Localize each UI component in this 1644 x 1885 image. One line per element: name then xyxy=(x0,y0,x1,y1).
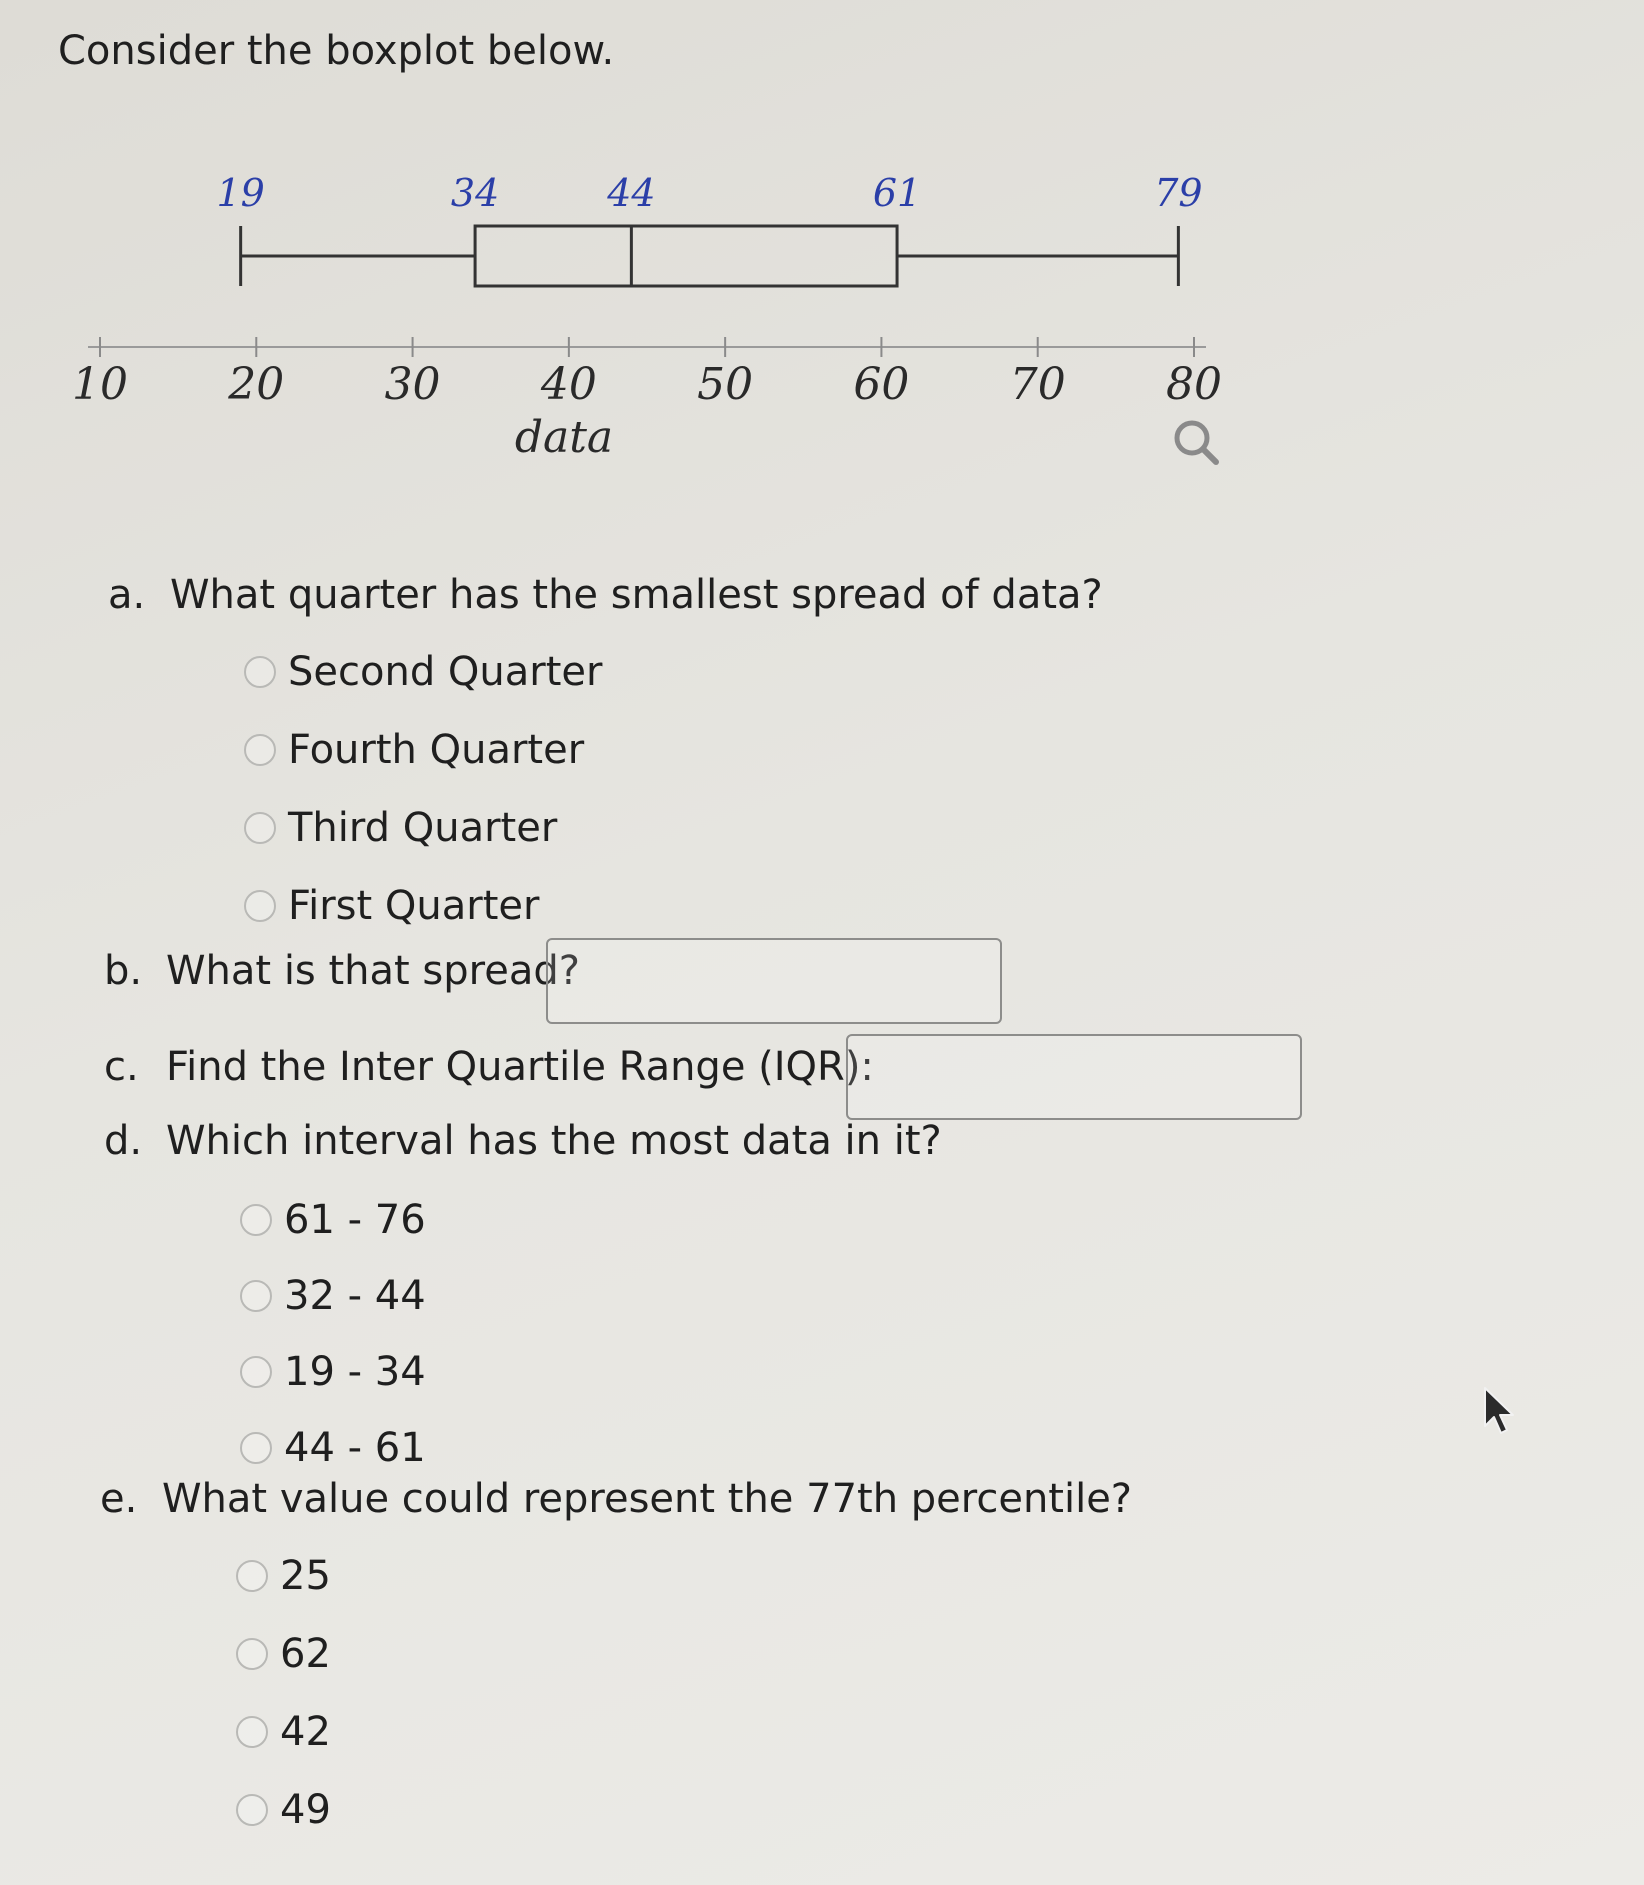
x-tick-label: 40 xyxy=(540,359,597,410)
option-e-1[interactable] xyxy=(236,1626,331,1682)
option-a-3[interactable] xyxy=(244,878,602,934)
radio-button[interactable] xyxy=(240,1204,272,1236)
question-a-text: What quarter has the smallest spread of data? xyxy=(170,572,1103,618)
radio-button[interactable] xyxy=(236,1716,268,1748)
spread-answer-input[interactable] xyxy=(546,938,1002,1024)
question-a-letter: a. xyxy=(108,572,146,618)
option-d-0[interactable] xyxy=(240,1192,426,1248)
option-d-3[interactable] xyxy=(240,1420,426,1476)
radio-button[interactable] xyxy=(244,812,276,844)
option-label: Third Quarter xyxy=(288,805,558,851)
question-a xyxy=(108,572,1103,618)
option-a-0[interactable] xyxy=(244,644,602,700)
option-d-1[interactable] xyxy=(240,1268,426,1324)
option-e-0[interactable] xyxy=(236,1548,331,1604)
x-tick-label: 30 xyxy=(384,359,441,410)
radio-button[interactable] xyxy=(236,1794,268,1826)
median-label: 44 xyxy=(607,171,656,215)
question-e-options xyxy=(236,1548,331,1838)
x-tick-label: 70 xyxy=(1009,359,1066,410)
question-b xyxy=(104,948,580,994)
radio-button[interactable] xyxy=(244,734,276,766)
radio-button[interactable] xyxy=(240,1432,272,1464)
option-e-3[interactable] xyxy=(236,1782,331,1838)
radio-button[interactable] xyxy=(244,890,276,922)
option-label: 61 - 76 xyxy=(284,1197,426,1243)
radio-button[interactable] xyxy=(244,656,276,688)
iqr-answer-input[interactable] xyxy=(846,1034,1302,1120)
min-label: 19 xyxy=(216,171,265,215)
option-label: 25 xyxy=(280,1553,331,1599)
option-label: 49 xyxy=(280,1787,331,1833)
x-axis-label: data xyxy=(514,412,614,463)
value-labels xyxy=(216,171,1202,215)
question-e xyxy=(100,1476,1132,1522)
option-label: Second Quarter xyxy=(288,649,603,695)
x-tick-label: 60 xyxy=(853,359,910,410)
intro-text: Consider the boxplot below. xyxy=(58,28,615,74)
question-c-text: Find the Inter Quartile Range (IQR): xyxy=(166,1044,874,1090)
option-a-2[interactable] xyxy=(244,800,602,856)
x-tick-label: 20 xyxy=(228,359,285,410)
x-tick-label: 80 xyxy=(1166,359,1222,410)
option-e-2[interactable] xyxy=(236,1704,331,1760)
question-d-options xyxy=(240,1192,426,1476)
option-label: 19 - 34 xyxy=(284,1349,426,1395)
question-d xyxy=(104,1118,942,1164)
question-b-text: What is that spread? xyxy=(166,948,580,994)
x-tick-label: 10 xyxy=(72,359,128,410)
box-plot-body xyxy=(241,226,1179,286)
magnifier-icon[interactable] xyxy=(1177,423,1216,462)
question-a-options xyxy=(244,644,602,934)
radio-button[interactable] xyxy=(236,1560,268,1592)
question-e-text: What value could represent the 77th percentile? xyxy=(162,1476,1133,1522)
radio-button[interactable] xyxy=(236,1638,268,1670)
question-b-letter: b. xyxy=(104,948,143,994)
option-a-1[interactable] xyxy=(244,722,602,778)
option-label: Fourth Quarter xyxy=(288,727,585,773)
q1-label: 34 xyxy=(450,171,500,215)
q3-label: 61 xyxy=(872,171,922,215)
iqr-box xyxy=(475,226,897,286)
question-c xyxy=(104,1044,874,1090)
mouse-pointer-icon xyxy=(1482,1386,1518,1438)
x-tick-label: 50 xyxy=(697,359,754,410)
question-c-letter: c. xyxy=(104,1044,139,1090)
option-label: 62 xyxy=(280,1631,331,1677)
option-d-2[interactable] xyxy=(240,1344,426,1400)
radio-button[interactable] xyxy=(240,1356,272,1388)
option-label: 32 - 44 xyxy=(284,1273,426,1319)
question-d-text: Which interval has the most data in it? xyxy=(166,1118,942,1164)
option-label: 44 - 61 xyxy=(284,1425,426,1471)
x-axis xyxy=(72,337,1222,410)
question-d-letter: d. xyxy=(104,1118,143,1164)
question-e-letter: e. xyxy=(100,1476,138,1522)
radio-button[interactable] xyxy=(240,1280,272,1312)
boxplot-chart xyxy=(0,0,1644,500)
max-label: 79 xyxy=(1154,171,1203,215)
option-label: 42 xyxy=(280,1709,331,1755)
option-label: First Quarter xyxy=(288,883,540,929)
